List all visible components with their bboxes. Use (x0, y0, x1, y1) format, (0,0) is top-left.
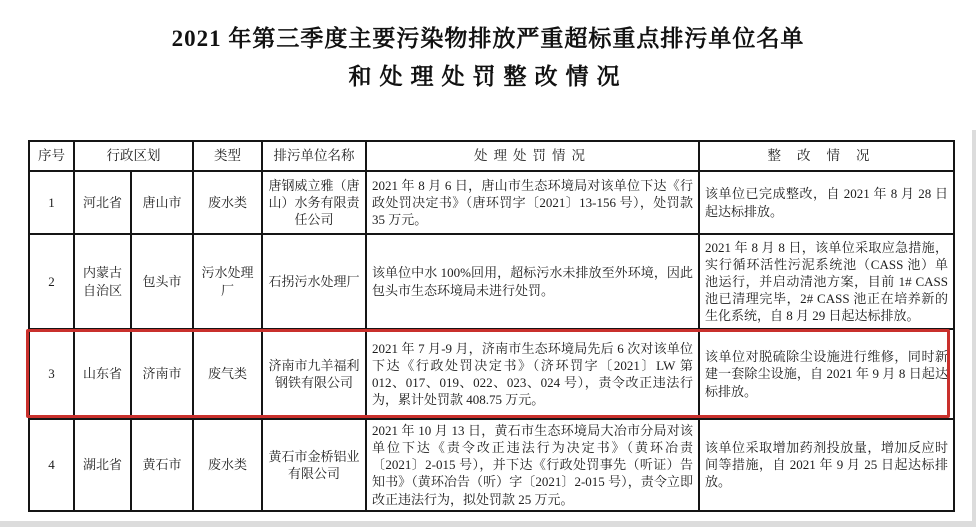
table-row (29, 419, 954, 511)
table-row-highlighted (29, 329, 954, 419)
cell-index: 1 (29, 171, 74, 234)
cell-penalty: 2021 年 8 月 6 日，唐山市生态环境局对该单位下达《行政处罚决定书》（唐环罚字〔2021〕13-156 号），处罚款 35 万元。 (366, 171, 699, 234)
cell-type: 污水处理厂 (193, 234, 262, 329)
header-index: 序号 (29, 141, 74, 171)
cell-city: 唐山市 (131, 171, 193, 234)
cell-index: 4 (29, 419, 74, 511)
pollution-units-table (28, 140, 955, 512)
header-region: 行政区划 (74, 141, 193, 171)
cell-rectification: 2021 年 8 月 8 日，该单位采取应急措施，实行循环活性污泥系统池（CASS 池）单池运行，并启动清池方案，目前 1# CASS 池已清理完毕，2# CASS 池正在培养新的生化系统，自 8 月 29 日起达标排放。 (699, 234, 954, 329)
cell-city: 济南市 (131, 329, 193, 419)
cell-city: 包头市 (131, 234, 193, 329)
cell-unit-name: 济南市九羊福利钢铁有限公司 (262, 329, 366, 419)
cell-index: 2 (29, 234, 74, 329)
cell-unit-name: 唐钢威立雅（唐山）水务有限责任公司 (262, 171, 366, 234)
header-penalty: 处理处罚情况 (366, 141, 699, 171)
cell-rectification: 该单位采取增加药剂投放量，增加反应时间等措施，自 2021 年 9 月 25 日起达标排放。 (699, 419, 954, 511)
bottom-edge-shade (0, 521, 976, 527)
cell-type: 废气类 (193, 329, 262, 419)
right-edge-shade (972, 130, 976, 527)
cell-province: 内蒙古自治区 (74, 234, 131, 329)
cell-province: 河北省 (74, 171, 131, 234)
header-type: 类型 (193, 141, 262, 171)
header-rectification: 整改情况 (699, 141, 954, 171)
document-title-line1: 2021 年第三季度主要污染物排放严重超标重点排污单位名单 (171, 26, 805, 51)
cell-city: 黄石市 (131, 419, 193, 511)
table-row (29, 171, 954, 234)
document-title-line2: 和处理处罚整改情况 (348, 64, 628, 89)
cell-unit-name: 黄石市金桥铝业有限公司 (262, 419, 366, 511)
cell-index: 3 (29, 329, 74, 419)
cell-penalty: 该单位中水 100%回用，超标污水未排放至外环境，因此包头市生态环境局未进行处罚。 (366, 234, 699, 329)
table-row (29, 234, 954, 329)
cell-province: 湖北省 (74, 419, 131, 511)
cell-penalty: 2021 年 7 月-9 月，济南市生态环境局先后 6 次对该单位下达《行政处罚决定书》（济环罚字〔2021〕LW 第 012、017、019、022、023、024 号），责令改正违法行为，累计处罚款 408.75 万元。 (366, 329, 699, 419)
cell-unit-name: 石拐污水处理厂 (262, 234, 366, 329)
cell-rectification: 该单位对脱硫除尘设施进行维修，同时新建一套除尘设施，自 2021 年 9 月 8 日起达标排放。 (699, 329, 954, 419)
cell-rectification: 该单位已完成整改，自 2021 年 8 月 28 日起达标排放。 (699, 171, 954, 234)
cell-penalty: 2021 年 10 月 13 日，黄石市生态环境局大冶市分局对该单位下达《责令改正违法行为决定书》（黄环冶责〔2021〕2-015 号），并下达《行政处罚事先（听证）告知书》（黄环冶告（听）字〔2021〕2-015 号），责令立即改正违法行为，拟处罚款 25 万元。 (366, 419, 699, 511)
table-header-row (29, 141, 954, 171)
header-unit-name: 排污单位名称 (262, 141, 366, 171)
cell-type: 废水类 (193, 419, 262, 511)
cell-type: 废水类 (193, 171, 262, 234)
cell-province: 山东省 (74, 329, 131, 419)
